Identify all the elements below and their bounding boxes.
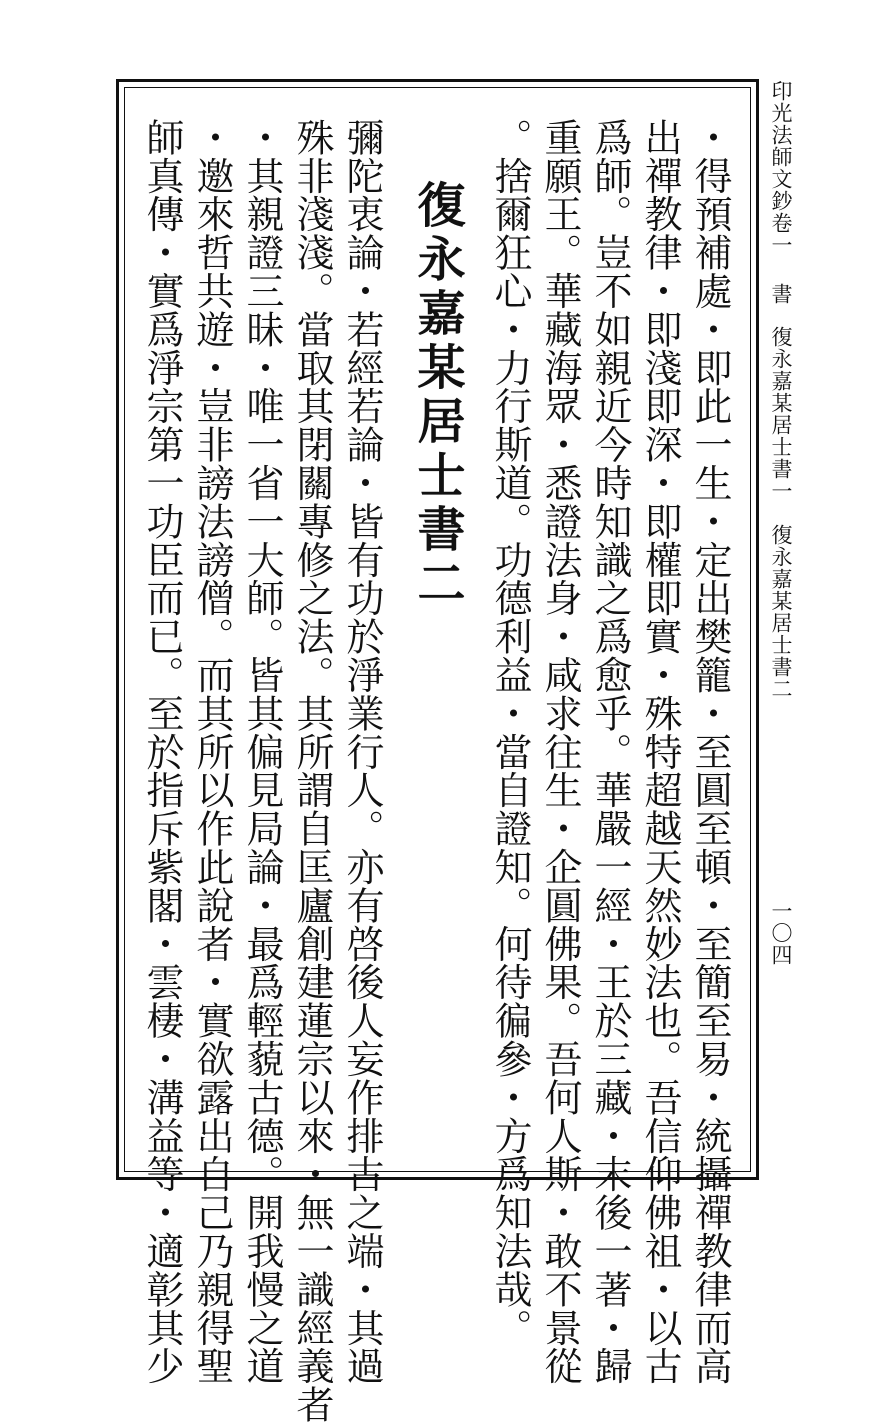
body-line-1: ・得預補處・即此一生・定出樊籠・至圓至頓・至簡至易・統攝禪教律而高 <box>688 118 732 1386</box>
body-line-2: 出禪教律・即淺即深・即權即實・殊特超越天然妙法也。吾信仰佛祖・以古 <box>638 118 682 1386</box>
body-line-3: 爲師。豈不如親近今時知識之爲愈乎。華嚴一經・王於三藏・末後一著・歸 <box>588 118 632 1386</box>
body-line-10: 師真傳・實爲淨宗第一功臣而已。至於指斥紫閣・雲棲・溝益等・適彰其少 <box>140 118 184 1386</box>
margin-page-number: 一〇四 <box>769 900 793 966</box>
body-line-5: 。捨爾狂心・力行斯道。功德利益・當自證知。何待徧參・方爲知法哉。 <box>488 118 532 1347</box>
body-line-7: 殊非淺淺。當取其閉關專修之法。其所謂自匡廬創建蓮宗以來・無一識經義者 <box>290 118 334 1424</box>
body-line-8: ・其親證三昧・唯一省一大師。皆其偏見局論・最爲輕藐古德。開我慢之道 <box>240 118 284 1386</box>
letter-title: 復永嘉某居士書二 <box>409 180 465 612</box>
body-line-6: 彌陀衷論・若經若論・皆有功於淨業行人。亦有啓後人妄作排古之端・其過 <box>340 118 384 1386</box>
body-line-9: ・邀來哲共遊・豈非謗法謗僧。而其所以作此說者・實欲露出自己乃親得聖 <box>190 118 234 1386</box>
body-line-4: 重願王。華藏海眾・悉證法身・咸求往生・企圓佛果。吾何人斯・敢不景從 <box>538 118 582 1386</box>
margin-chapter-names: 復永嘉某居士書一 復永嘉某居士書二 <box>769 326 793 700</box>
margin-section: 書 <box>769 283 793 305</box>
margin-book-title: 印光法師文鈔卷一 <box>769 80 793 256</box>
